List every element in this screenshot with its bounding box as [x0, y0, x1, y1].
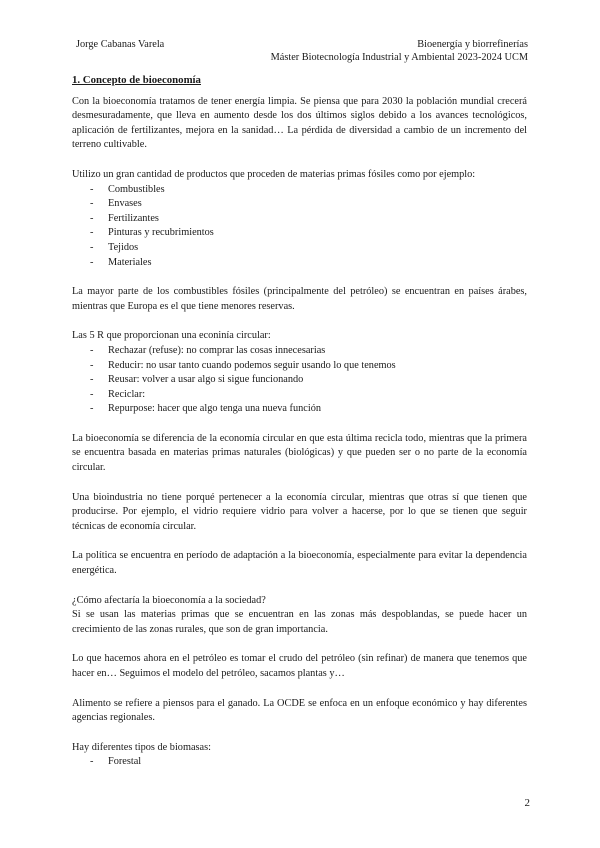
header-author: Jorge Cabanas Varela — [76, 39, 165, 50]
paragraph-bioindustry: Una bioindustria no tiene porqué pertenecer a la economía circular, mientras que otras sí que tienen que producirse. Por ejemplo, el vidrio requiere vidrio para volver a hacerse, por lo que se tienen que seguir técnicas de economía circular. — [72, 491, 527, 532]
paragraph-biomass-types: Hay diferentes tipos de biomasas: — [72, 741, 211, 753]
header-right — [271, 38, 528, 64]
paragraph-society-question: ¿Cómo afectaría la bioeconomía a la sociedad? — [72, 594, 266, 606]
paragraph-fossil-products: Utilizo un gran cantidad de productos que proceden de materias primas fósiles como por ejemplo: — [72, 168, 476, 180]
list-item: - Repurpose: hacer que algo tenga una nueva función — [72, 402, 527, 417]
header-course: Máster Biotecnología Industrial y Ambiental 2023-2024 UCM — [270, 52, 528, 63]
list-item: - Reusar: volver a usar algo si sigue funcionando — [72, 373, 527, 388]
list-item: - Envases — [72, 197, 527, 212]
list-item: - Tejidos — [72, 241, 527, 256]
paragraph-bioeconomy-vs-circular: La bioeconomía se diferencia de la economía circular en que esta última recicla todo, mientras que la primera se encuentra basada en materias primas naturales (biológicas) y que pueden ser o no parte de la economía circular. — [72, 432, 527, 474]
list-item: - Rechazar (refuse): no comprar las cosas innecesarias — [72, 344, 527, 359]
list-item: - Reducir: no usar tanto cuando podemos seguir usando lo que tenemos — [72, 359, 527, 374]
list-item: - Forestal — [72, 755, 527, 770]
paragraph-society-answer: Si se usan las materias primas que se encuentran en las zonas más despoblandas, se puede hacer un crecimiento de las zonas rurales, que son de gran importancia. — [72, 609, 527, 635]
document-body — [72, 73, 527, 770]
paragraph-politics: La política se encuentra en período de adaptación a la bioeconomía, especialmente para evitar la dependencia energética. — [72, 550, 527, 577]
paragraph-food-ocde: Alimento se refiere a piensos para el ganado. La OCDE se enfoca en un enfoque económico y hay diferentes agencias regionales. — [72, 697, 527, 724]
header-subject: Bioenergía y biorrefinerías — [417, 39, 528, 50]
list-item: - Materiales — [72, 256, 527, 271]
paragraph-fossil-reserves: La mayor parte de los combustibles fósiles (principalmente del petróleo) se encuentran en países árabes, mientras que Europa es el que tiene menores reservas. — [72, 286, 527, 312]
section-title: 1. Concepto de bioeconomía — [72, 74, 201, 86]
biomass-types-list — [72, 755, 527, 770]
list-item: - Fertilizantes — [72, 212, 527, 227]
page-number: 2 — [524, 797, 530, 809]
list-item: - Pinturas y recubrimientos — [72, 226, 527, 241]
fossil-products-list — [72, 183, 527, 271]
paragraph-intro: Con la bioeconomía tratamos de tener energía limpia. Se piensa que para 2030 la población mundial crecerá desmesuradamente, que lleva en aumento desde los dos últimos siglos debido a los avances tecnológicos, aplicación de fertilizantes, mejora en la sanidad… La pérdida de diversidad a cambio de un incremento del terreno cultivable. — [72, 95, 527, 151]
five-r-list — [72, 344, 527, 417]
paragraph-petroleum-model: Lo que hacemos ahora en el petróleo es tomar el crudo del petróleo (sin refinar) de manera que tenemos que hacer en… Seguimos el modelo del petróleo, sacamos plantas y… — [72, 653, 527, 679]
paragraph-five-r: Las 5 R que proporcionan una econinía circular: — [72, 330, 271, 342]
list-item: - Combustibles — [72, 183, 527, 198]
list-item: - Reciclar: — [72, 388, 527, 403]
